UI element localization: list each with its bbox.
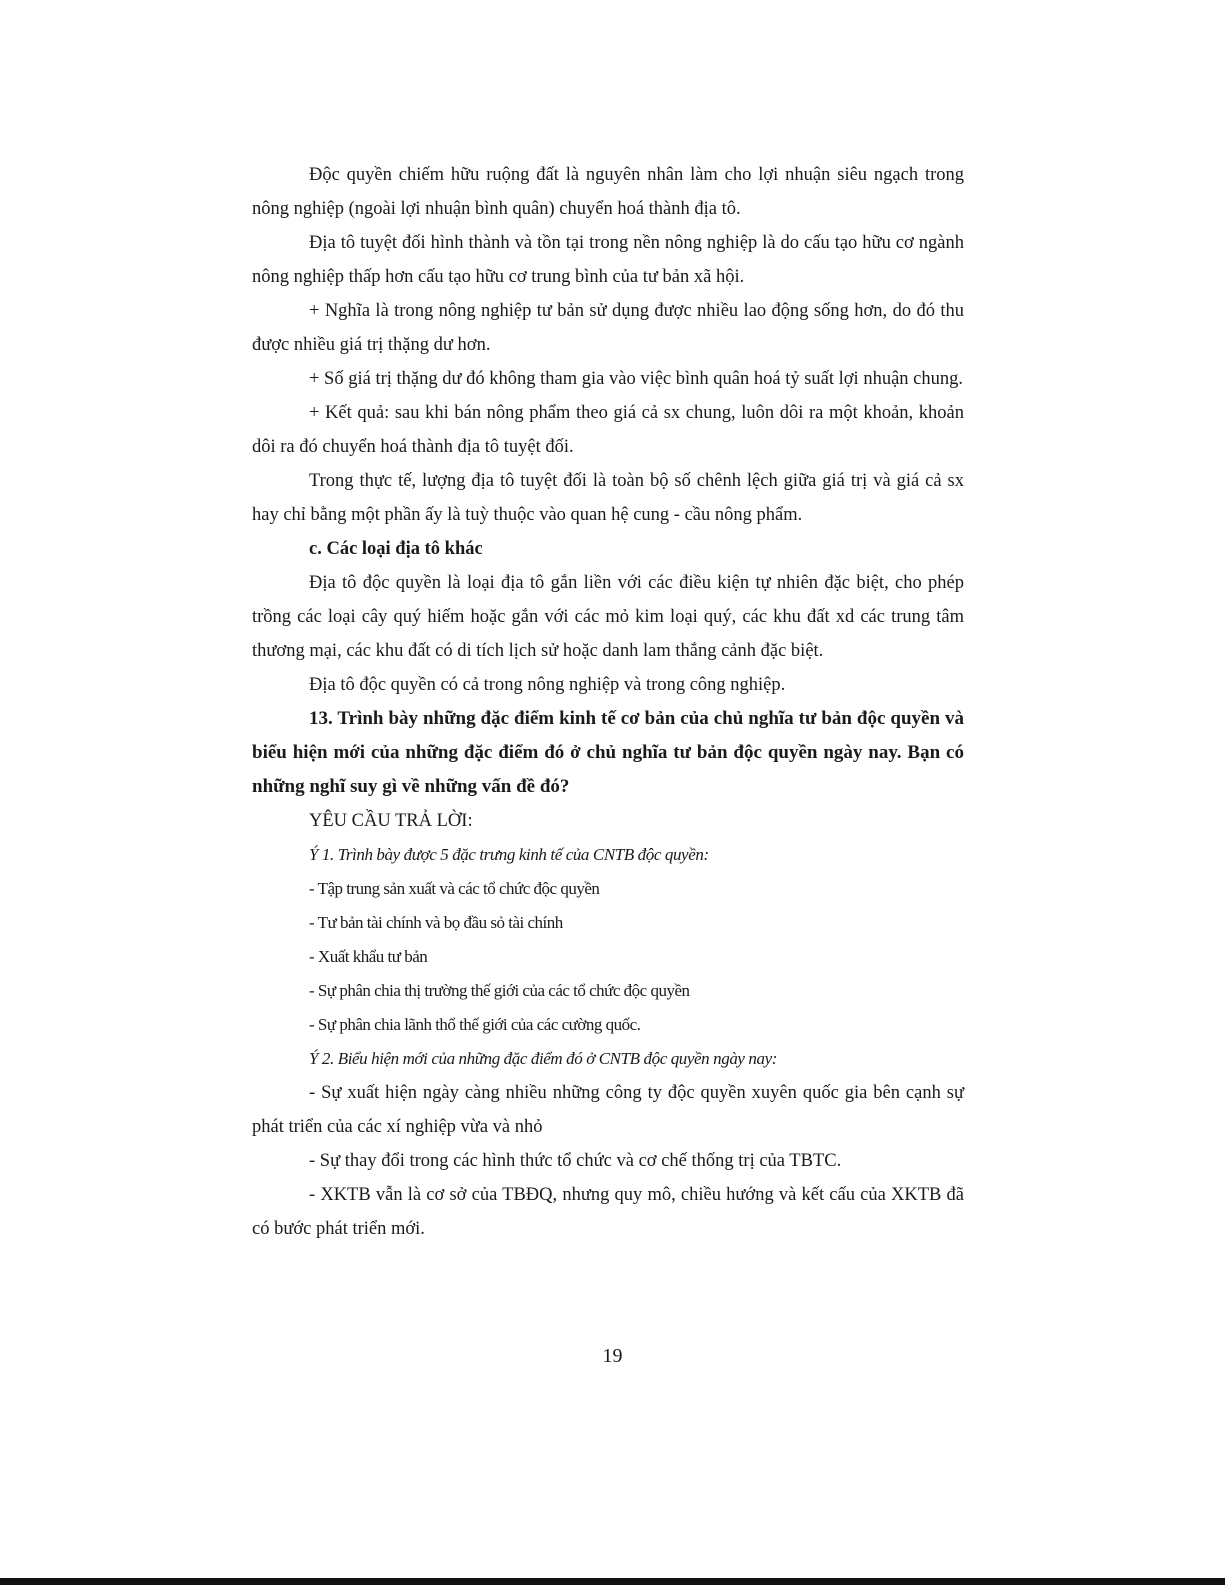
document-page [252, 158, 964, 1246]
answer-requirement-label: YÊU CẦU TRẢ LỜI: [309, 811, 473, 831]
bottom-edge-rule [0, 1578, 1225, 1585]
paragraph-9: - Sự xuất hiện ngày càng nhiều những công ty độc quyền xuyên quốc gia bên cạnh sự phát triển của các xí nghiệp vừa và nhỏ [252, 1083, 964, 1137]
list-item-4: - Sự phân chia thị trường thế giới của các tổ chức độc quyền [309, 981, 690, 1000]
paragraph-7: Địa tô độc quyền là loại địa tô gắn liền với các điều kiện tự nhiên đặc biệt, cho phép trồng các loại cây quý hiếm hoặc gắn với các mỏ kim loại quý, các khu đất xd các trung tâm thương mại, các khu đất có di tích lịch sử hoặc danh lam thắng cảnh đặc biệt. [252, 573, 964, 661]
paragraph-3: + Nghĩa là trong nông nghiệp tư bản sử dụng được nhiều lao động sống hơn, do đó thu được nhiều giá trị thặng dư hơn. [252, 301, 964, 355]
list-item-5: - Sự phân chia lãnh thổ thế giới của các cường quốc. [309, 1015, 641, 1034]
point-1-heading: Ý 1. Trình bày được 5 đặc trưng kinh tế của CNTB độc quyền: [309, 845, 709, 864]
paragraph-5: + Kết quả: sau khi bán nông phẩm theo giá cả sx chung, luôn dôi ra một khoản, khoản dôi ra đó chuyển hoá thành địa tô tuyệt đối. [252, 403, 964, 457]
question-13-heading: 13. Trình bày những đặc điểm kinh tế cơ bản của chủ nghĩa tư bản độc quyền và biểu hiện mới của những đặc điểm đó ở chủ nghĩa tư bản độc quyền ngày nay. Bạn có những nghĩ suy gì về những vấn đề đó? [252, 708, 964, 797]
list-item-2: - Tư bản tài chính và bọ đầu sỏ tài chính [309, 913, 563, 932]
paragraph-4: + Số giá trị thặng dư đó không tham gia vào việc bình quân hoá tỷ suất lợi nhuận chung. [309, 369, 963, 389]
paragraph-2: Địa tô tuyệt đối hình thành và tồn tại trong nền nông nghiệp là do cấu tạo hữu cơ ngành nông nghiệp thấp hơn cấu tạo hữu cơ trung bình của tư bản xã hội. [252, 233, 964, 287]
paragraph-1: Độc quyền chiếm hữu ruộng đất là nguyên nhân làm cho lợi nhuận siêu ngạch trong nông nghiệp (ngoài lợi nhuận bình quân) chuyển hoá thành địa tô. [252, 165, 964, 219]
list-item-3: - Xuất khẩu tư bản [309, 947, 428, 966]
list-item-1: - Tập trung sản xuất và các tổ chức độc quyền [309, 879, 600, 898]
paragraph-10: - Sự thay đổi trong các hình thức tổ chức và cơ chế thống trị của TBTC. [309, 1151, 842, 1171]
paragraph-6: Trong thực tế, lượng địa tô tuyệt đối là toàn bộ số chênh lệch giữa giá trị và giá cả sx hay chỉ bằng một phần ấy là tuỳ thuộc vào quan hệ cung - cầu nông phẩm. [252, 471, 964, 525]
section-heading-c: c. Các loại địa tô khác [309, 539, 483, 559]
point-2-heading: Ý 2. Biểu hiện mới của những đặc điểm đó ở CNTB độc quyền ngày nay: [309, 1049, 778, 1068]
paragraph-11: - XKTB vẫn là cơ sở của TBĐQ, nhưng quy mô, chiều hướng và kết cấu của XKTB đã có bước phát triển mới. [252, 1185, 964, 1239]
paragraph-8: Địa tô độc quyền có cả trong nông nghiệp và trong công nghiệp. [309, 675, 786, 695]
page-number: 19 [602, 1345, 623, 1367]
